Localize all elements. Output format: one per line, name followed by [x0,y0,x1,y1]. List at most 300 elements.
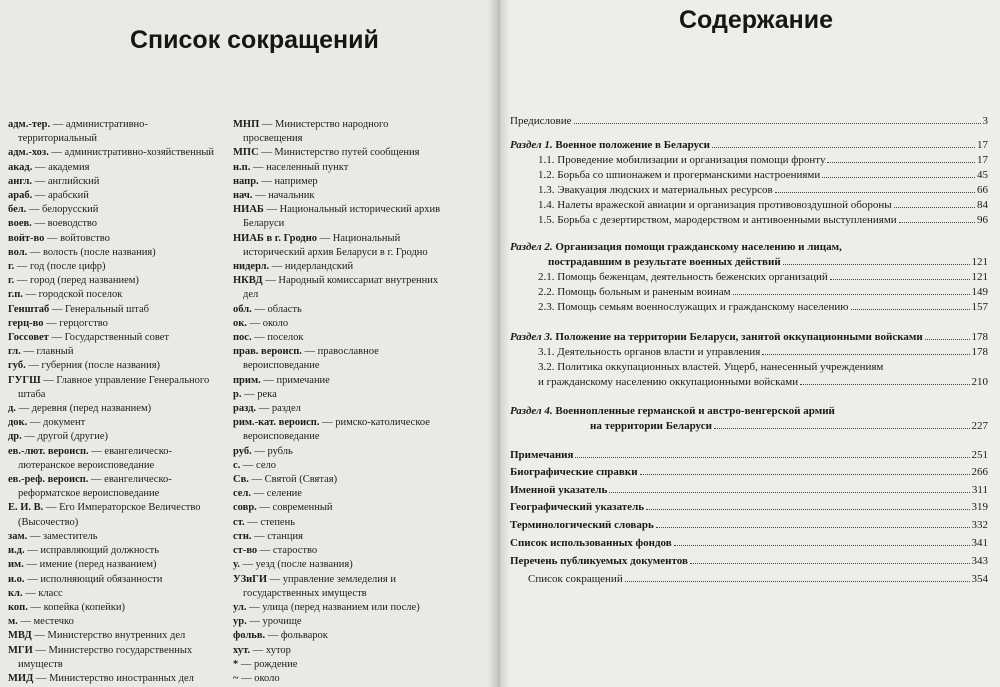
abbreviation-term: Е. И. В. [8,502,44,514]
abbreviation-entry [8,359,226,373]
abbreviation-term: Генштаб [8,303,50,315]
toc-page-number: 251 [971,449,988,461]
abbreviation-term: англ. [8,175,33,187]
abbreviation-definition: — поселок [251,332,304,344]
toc-leader-dots [609,491,970,493]
toc-leader-dots [574,122,981,124]
abbreviation-entry [8,118,226,146]
abbreviation-term: коп. [8,601,28,613]
toc-leader-dots [712,146,975,148]
toc-entry-label: 1.2. Борьба со шпионажем и прогерманскими настроениями [538,169,821,181]
abbreviation-definition: — арабский [32,190,89,202]
abbreviation-term: ур. [233,616,247,628]
toc-entry [538,299,988,313]
toc-page-number: 266 [971,466,988,478]
abbreviation-entry [233,146,443,160]
abbreviation-entry [233,644,443,658]
abbreviation-entry [233,203,443,231]
abbreviation-term: УЗиГИ [233,573,268,585]
abbreviation-definition: — деревня (перед названием) [15,403,152,415]
abbreviation-term: напр. [233,175,259,187]
toc-page-number: 96 [977,214,988,226]
toc-entry-label [510,241,842,253]
section-title: Положение на территории Беларуси, занятой оккупационными войсками [552,331,923,343]
toc-leader-dots [656,526,970,528]
toc-entry-label: 3.2. Политика оккупационных властей. Ущерб, нанесенный учреждениям [538,361,884,373]
abbreviation-term: н.п. [233,161,251,173]
abbreviation-entry [8,161,226,175]
abbreviation-term: МГИ [8,644,33,656]
toc-page-number: 17 [977,139,988,151]
abbreviation-definition: — уезд (после названия) [239,559,353,571]
toc-leader-dots [899,221,975,223]
toc-leader-dots [827,161,975,163]
abbreviation-definition: — другой (другие) [21,431,109,443]
abbreviation-definition: — город (перед названием) [14,275,139,287]
section-title: Военное положение в Беларуси [552,139,710,151]
abbreviation-entry [8,530,226,544]
section-prefix: Раздел 1. [510,139,553,151]
abbreviation-entry [233,672,443,686]
abbreviation-entry [8,430,226,444]
abbreviation-entry [8,260,226,274]
abbreviation-term: гл. [8,346,21,358]
abbreviation-entry [8,274,226,288]
abbreviation-entry [233,402,443,416]
abbreviation-term: ев.-реф. вероисп. [8,474,89,486]
abbreviation-entry [8,629,226,643]
toc-entry [510,553,988,567]
abbreviation-definition: — документ [27,417,86,429]
abbreviation-term: г. [8,261,15,273]
abbreviation-entry [8,644,226,672]
toc-entry [538,374,988,388]
abbreviations-column-2 [233,118,443,686]
toc-page-number: 341 [971,537,988,549]
toc-entry [510,447,988,461]
abbreviation-definition: — степень [244,516,296,528]
abbreviations-title: Список сокращений [130,26,379,54]
abbreviation-entry [8,402,226,416]
toc-entry-label: Список сокращений [528,573,623,585]
abbreviation-term: г. [8,275,15,287]
contents-title: Содержание [679,6,834,34]
toc-entry-label: Терминологический словарь [510,519,654,531]
abbreviation-definition: — например [258,175,318,187]
abbreviation-definition: — село [240,459,276,471]
abbreviation-definition: — губерния (после названия) [25,360,161,372]
abbreviation-definition: — Государственный совет [48,332,169,344]
toc-entry [538,284,988,298]
abbreviation-term: нач. [233,190,253,202]
toc-entry-label: Именной указатель [510,484,608,496]
abbreviation-term: вол. [8,246,28,258]
toc-page-number: 149 [971,286,988,298]
toc-page-number: 178 [971,346,988,358]
abbreviation-term: ок. [233,317,247,329]
abbreviation-term: * [233,658,239,670]
abbreviation-definition: — управление земледелия и государственных имуществ [243,573,396,599]
toc-leader-dots [690,562,970,564]
abbreviation-definition: — административно-территориальный [18,119,148,145]
abbreviation-definition: — год (после цифр) [14,261,106,273]
abbreviation-term: воев. [8,218,32,230]
toc-entry [538,152,988,166]
abbreviation-term: НИАБ в г. Гродно [233,232,318,244]
toc-leader-dots [625,580,970,582]
abbreviation-entry [233,445,443,459]
abbreviation-entry [233,558,443,572]
abbreviation-entry [233,615,443,629]
toc-page-number: 178 [971,331,988,343]
abbreviation-definition: — хутор [250,644,291,656]
abbreviation-entry [8,345,226,359]
abbreviation-term: Св. [233,474,249,486]
abbreviation-definition: — белорусский [26,204,99,216]
abbreviation-entry [233,459,443,473]
abbreviation-entry [8,558,226,572]
toc-entry-label: пострадавшим в результате военных действий [548,256,781,268]
toc-entry-label [510,331,923,343]
abbreviation-definition: — Министерство народного просвещения [243,119,389,145]
abbreviation-definition: — православное вероисповедание [243,346,379,372]
toc-entry [538,344,988,358]
abbreviation-entry [8,146,226,160]
abbreviation-definition: — воеводство [31,218,98,230]
abbreviation-entry [233,516,443,530]
toc-leader-dots [714,427,970,429]
abbreviation-entry [8,189,226,203]
abbreviation-definition: — герцогство [43,317,108,329]
toc-leader-dots [894,206,975,208]
toc-page-number: 332 [971,519,988,531]
abbreviation-term: НИАБ [233,204,264,216]
abbreviation-definition: — заместитель [27,530,98,542]
abbreviation-term: НКВД [233,275,263,287]
toc-entry [510,329,988,343]
abbreviation-entry [8,331,226,345]
toc-page-number: 157 [971,301,988,313]
abbreviation-definition: — станция [251,530,303,542]
toc-entry [538,182,988,196]
toc-entry [528,571,988,585]
abbreviation-term: зам. [8,530,28,542]
abbreviation-definition: — копейка (копейки) [27,601,125,613]
toc-leader-dots [733,293,970,295]
toc-entry [510,113,988,127]
abbreviation-entry [233,487,443,501]
toc-entry-label [510,139,710,151]
toc-entry-label: 2.3. Помощь семьям военнослужащих и гражданскому населению [538,301,849,313]
abbreviation-entry [8,601,226,615]
abbreviation-entry [233,658,443,672]
abbreviation-definition: — река [241,388,277,400]
abbreviation-entry [233,175,443,189]
abbreviation-definition: — нидерландский [269,261,354,273]
abbreviation-entry [233,232,443,260]
toc-page-number: 121 [971,271,988,283]
abbreviation-term: м. [8,616,18,628]
abbreviation-entry [233,374,443,388]
toc-page-number: 3 [982,115,988,127]
toc-entry-label: 1.4. Налеты вражеской авиации и организация противовоздушной обороны [538,199,892,211]
abbreviation-term: МПС [233,147,259,159]
abbreviation-entry [8,374,226,402]
abbreviation-term: сел. [233,488,251,500]
abbreviation-entry [8,232,226,246]
abbreviation-definition: — область [251,303,302,315]
abbreviation-term: им. [8,559,24,571]
abbreviation-term: ст. [233,516,245,528]
toc-entry-label: 1.3. Эвакуация людских и материальных ресурсов [538,184,773,196]
toc-entry-label: Примечания [510,449,574,461]
abbreviation-entry [8,416,226,430]
abbreviation-definition: — главный [20,346,74,358]
abbreviation-definition: — городской поселок [22,289,123,301]
abbreviation-entry [8,615,226,629]
abbreviation-entry [8,501,226,529]
abbreviation-term: док. [8,417,28,429]
abbreviation-definition: — староство [257,545,318,557]
toc-entry-label: Биографические справки [510,466,638,478]
toc-entry-label: 2.2. Помощь больным и раненым воинам [538,286,731,298]
toc-entry-label: 2.1. Помощь беженцам, деятельность беженских организаций [538,271,828,283]
abbreviation-definition: — примечание [260,374,330,386]
toc-leader-dots [925,338,970,340]
abbreviation-entry [8,473,226,501]
abbreviation-term: губ. [8,360,26,372]
toc-page-number: 354 [971,573,988,585]
abbreviation-entry [233,388,443,402]
abbreviation-definition: — имение (перед названием) [23,559,157,571]
abbreviation-entry [233,501,443,515]
toc-page-number: 121 [971,256,988,268]
abbreviation-entry [233,530,443,544]
abbreviation-entry [233,303,443,317]
abbreviation-definition: — Святой (Святая) [248,474,338,486]
toc-leader-dots [762,353,969,355]
toc-entry [510,464,988,478]
abbreviation-term: д. [8,403,16,415]
section-title: Военнопленные германской и австро-венгерской армий [552,405,835,417]
toc-page-number: 311 [971,484,988,496]
abbreviation-definition: — Народный комиссариат внутренних дел [243,275,439,301]
abbreviation-entry [8,246,226,260]
abbreviation-entry [233,161,443,175]
toc-entry [590,418,988,432]
toc-leader-dots [800,383,969,385]
toc-entry-label: 1.5. Борьба с дезертирством, мародерством и антивоенными выступлениями [538,214,897,226]
abbreviation-term: разд. [233,403,257,415]
toc-entry [538,212,988,226]
abbreviation-entry [8,672,226,686]
toc-leader-dots [575,456,969,458]
abbreviation-entry [8,303,226,317]
toc-leader-dots [830,278,970,280]
abbreviation-term: араб. [8,190,33,202]
toc-leader-dots [822,176,975,178]
abbreviation-definition: — евангелическо-лютеранское вероисповедание [18,445,173,471]
toc-entry-label: Перечень публикуемых документов [510,555,688,567]
abbreviation-definition: — Главное управление Генерального штаба [18,374,210,400]
abbreviation-term: адм.-хоз. [8,147,49,159]
toc-entry-label: 1.1. Проведение мобилизации и организация помощи фронту [538,154,826,166]
abbreviation-term: и.д. [8,545,25,557]
toc-entry [510,137,988,151]
abbreviation-entry [233,416,443,444]
toc-entry-label: 3.1. Деятельность органов власти и управления [538,346,761,358]
abbreviation-definition: — класс [22,587,63,599]
abbreviation-term: хут. [233,644,251,656]
abbreviation-term: ~ [233,672,239,684]
toc-entry-label: на территории Беларуси [590,420,712,432]
section-title: Организация помощи гражданскому населению и лицам, [552,241,842,253]
abbreviation-term: ев.-лют. вероисп. [8,445,89,457]
abbreviation-definition: — войтовство [44,232,110,244]
abbreviation-entry [8,573,226,587]
toc-entry [538,197,988,211]
abbreviation-entry [233,473,443,487]
toc-entry-label: и гражданскому населению оккупационными войсками [538,376,799,388]
toc-entry-label: Предисловие [510,115,572,127]
abbreviation-entry [8,317,226,331]
abbreviation-definition: — Министерство государственных имуществ [18,644,193,670]
abbreviation-entry [8,587,226,601]
abbreviation-definition: — Национальный исторический архив Беларуси [243,204,441,230]
abbreviation-definition: — рубль [251,445,293,457]
toc-leader-dots [674,544,970,546]
toc-page-number: 319 [971,501,988,513]
toc-entry-label [510,405,835,417]
toc-entry [510,517,988,531]
abbreviation-term: МНП [233,119,260,130]
book-gutter [488,0,510,687]
abbreviation-definition: — около [238,672,280,684]
abbreviation-term: МИД [8,672,34,684]
abbreviation-term: ст-во [233,545,258,557]
toc-entry [538,167,988,181]
abbreviation-term: бел. [8,204,27,216]
abbreviation-definition: — около [246,317,289,329]
left-page [0,0,497,687]
abbreviation-entry [8,217,226,231]
abbreviation-entry [8,445,226,473]
abbreviation-term: фольв. [233,630,266,642]
abbreviation-term: прав. вероисп. [233,346,302,358]
abbreviation-entry [233,573,443,601]
abbreviation-definition: — фольварок [265,630,328,642]
abbreviation-definition: — местечко [17,616,74,628]
abbreviation-term: прим. [233,374,261,386]
abbreviation-definition: — Министерство внутренних дел [31,630,186,642]
abbreviation-entry [233,629,443,643]
abbreviation-term: обл. [233,303,252,315]
abbreviation-definition: — Его Императорское Величество (Высочество) [18,502,201,528]
toc-page-number: 45 [977,169,988,181]
section-prefix: Раздел 4. [510,405,553,417]
toc-entry [510,535,988,549]
abbreviation-term: руб. [233,445,252,457]
toc-entry-label: Географический указатель [510,501,645,513]
abbreviation-entry [233,260,443,274]
abbreviation-definition: — начальник [252,190,315,202]
abbreviation-definition: — волость (после названия) [27,246,156,258]
toc-entry [510,403,988,417]
abbreviation-term: герц-во [8,317,44,329]
toc-entry [548,254,988,268]
abbreviation-entry [233,317,443,331]
toc-page-number: 210 [971,376,988,388]
toc-leader-dots [851,308,970,310]
toc-leader-dots [640,473,970,475]
abbreviation-definition: — современный [256,502,333,514]
abbreviation-entry [233,118,443,146]
abbreviation-definition: — селение [250,488,302,500]
abbreviation-entry [233,189,443,203]
abbreviation-definition: — урочище [246,616,302,628]
abbreviation-definition: — Генеральный штаб [49,303,149,315]
abbreviation-definition: — Министерство иностранных дел [33,672,194,684]
abbreviation-definition: — раздел [256,403,301,415]
abbreviation-definition: — английский [32,175,100,187]
toc-leader-dots [783,263,970,265]
abbreviation-entry [8,203,226,217]
abbreviation-entry [233,601,443,615]
abbreviation-definition: — римско-католическое вероисповедание [243,417,430,443]
abbreviation-entry [8,175,226,189]
abbreviation-term: адм.-тер. [8,119,51,130]
toc-entry [538,269,988,283]
abbreviation-term: др. [8,431,22,443]
abbreviation-definition: — улица (перед названием или после) [246,601,420,613]
toc-page-number: 343 [971,555,988,567]
abbreviation-entry [233,345,443,373]
abbreviation-definition: — рождение [238,658,298,670]
abbreviation-definition: — населенный пункт [250,161,349,173]
abbreviation-definition: — исправляющий должность [24,545,159,557]
abbreviation-definition: — евангелическо-реформатское вероисповедание [18,474,172,500]
abbreviation-entry [233,544,443,558]
abbreviations-column-1 [8,118,226,686]
abbreviation-term: нидерл. [233,261,270,273]
abbreviation-term: у. [233,559,240,571]
abbreviation-entry [233,274,443,302]
abbreviation-definition: — исполняющий обязанности [24,573,163,585]
toc-leader-dots [775,191,975,193]
abbreviation-definition: — Министерство путей сообщения [258,147,420,159]
abbreviation-entry [8,544,226,558]
toc-entry [538,359,988,373]
section-prefix: Раздел 2. [510,241,553,253]
toc-entry-label: Список использованных фондов [510,537,672,549]
abbreviation-definition: — академия [32,161,90,173]
abbreviation-term: войт-во [8,232,45,244]
toc-page-number: 227 [971,420,988,432]
toc-entry [510,239,988,253]
abbreviation-term: совр. [233,502,257,514]
abbreviation-term: акад. [8,161,33,173]
toc-entry [510,499,988,513]
abbreviation-term: кл. [8,587,23,599]
abbreviation-term: и.о. [8,573,25,585]
abbreviation-term: МВД [8,630,32,642]
abbreviation-definition: — Национальный исторический архив Беларуси в г. Гродно [243,232,428,258]
toc-leader-dots [646,508,969,510]
toc-page-number: 17 [977,154,988,166]
toc-entry [510,482,988,496]
abbreviation-entry [233,331,443,345]
toc-page-number: 66 [977,184,988,196]
